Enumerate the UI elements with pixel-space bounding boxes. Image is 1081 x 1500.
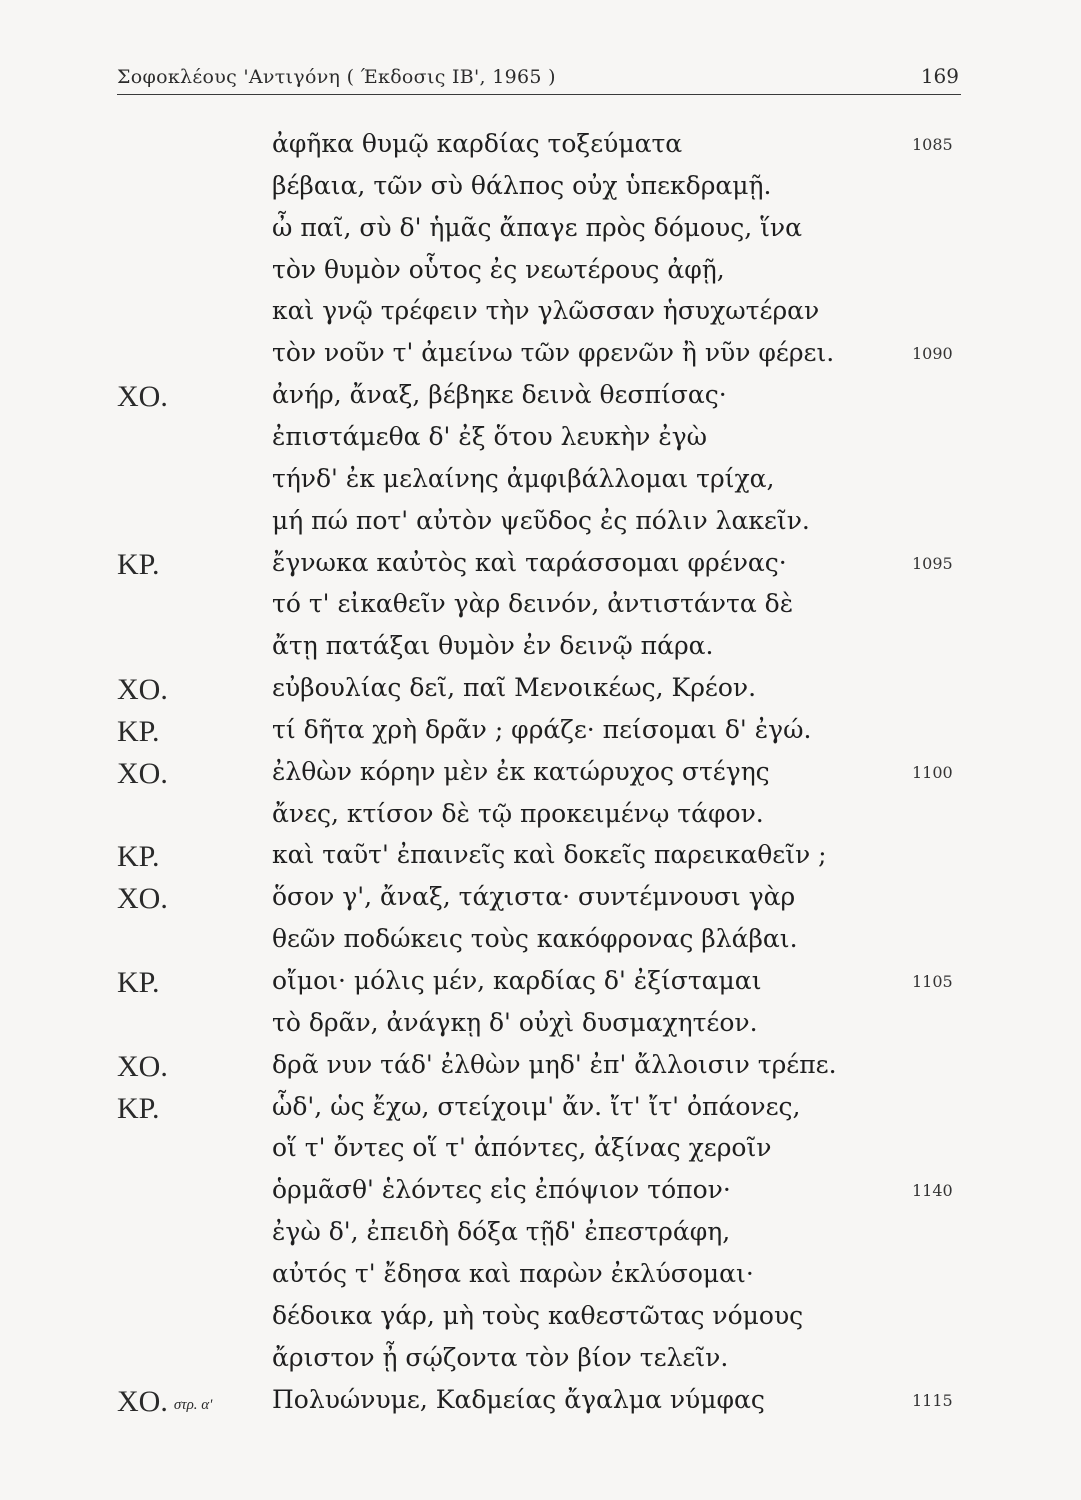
- line-number: 1095: [912, 553, 953, 573]
- speaker-label: [117, 924, 123, 958]
- speaker-name: ΧΟ.: [117, 380, 168, 414]
- verse-text: οἵ τ' ὄντες οἵ τ' ἀπόντες, ἀξίνας χεροῖν: [272, 1133, 772, 1163]
- page-header: [117, 62, 961, 95]
- speaker-label: [117, 464, 123, 498]
- line-number: 1090: [912, 344, 953, 364]
- speaker-label: [117, 589, 123, 623]
- verse-text: ἄριστον ᾖ σῴζοντα τὸν βίον τελεῖν.: [272, 1342, 729, 1372]
- speaker-name: ΧΟ.: [117, 882, 168, 916]
- speaker-label: [117, 422, 123, 456]
- verse-text: μή πώ ποτ' αὐτὸν ψεῦδος ἐς πόλιν λακεῖν.: [272, 505, 810, 535]
- running-title: Σοφοκλέους 'Αντιγόνη ( Έκδοσις ΙΒ', 1965 ): [117, 66, 556, 88]
- verse-line: [0, 966, 1081, 1006]
- line-number: 1085: [912, 135, 953, 154]
- verse-text: ὧδ', ὡς ἔχω, στείχοιμ' ἄν. ἴτ' ἴτ' ὀπάονες,: [272, 1091, 801, 1121]
- verse-text: τήνδ' ἐκ μελαίνης ἀμφιβάλλομαι τρίχα,: [272, 463, 775, 493]
- strophe-marker: στρ. α': [173, 1396, 213, 1413]
- verse-text: ἄτῃ πατάξαι θυμὸν ἐν δεινῷ πάρα.: [272, 631, 714, 661]
- verse-text: καὶ ταῦτ' ἐπαινεῖς καὶ δοκεῖς παρεικαθεῖν ;: [272, 840, 827, 870]
- verse-text: θεῶν ποδώκεις τοὺς κακόφρονας βλάβαι.: [272, 924, 798, 954]
- verse-line: [0, 506, 1081, 546]
- speaker-label: [117, 296, 123, 330]
- speaker-name: ΚΡ.: [117, 966, 160, 999]
- speaker-name: ΚΡ.: [117, 547, 160, 581]
- speaker-label: [117, 631, 123, 665]
- verse-text: οἴμοι· μόλις μέν, καρδίας δ' ἐξίσταμαι: [272, 966, 762, 995]
- line-number: 1140: [912, 1181, 953, 1201]
- speaker-label: [117, 1133, 123, 1167]
- speaker-label: [117, 715, 166, 749]
- line-number: 1115: [912, 1390, 953, 1410]
- speaker-label: [117, 338, 123, 372]
- verse-line: [0, 338, 1081, 378]
- verse-line: [0, 548, 1081, 588]
- verse-text: ὁρμᾶσθ' ἑλόντες εἰς ἐπόψιον τόπον·: [272, 1175, 731, 1205]
- speaker-label: [117, 1175, 123, 1209]
- speaker-label: [117, 171, 123, 205]
- verse-line: [0, 129, 1081, 169]
- line-number: 1105: [912, 972, 953, 991]
- verse-line: [0, 1092, 1081, 1132]
- verse-line: [0, 1385, 1081, 1425]
- verse-line: [0, 1008, 1081, 1048]
- verse-line: [0, 380, 1081, 420]
- verse-text: ἀφῆκα θυμῷ καρδίας τοξεύματα: [272, 129, 683, 158]
- speaker-label: [117, 840, 166, 874]
- speaker-name: ΧΟ.: [117, 756, 168, 790]
- speaker-label: [117, 673, 174, 707]
- verse-line: [0, 1301, 1081, 1341]
- verse-text: ὦ παῖ, σὺ δ' ἡμᾶς ἄπαγε πρὸς δόμους, ἵνα: [272, 212, 803, 242]
- verse-line: [0, 757, 1081, 797]
- speaker-name: ΧΟ.: [117, 1384, 168, 1418]
- verse-line: [0, 213, 1081, 253]
- verse-line: [0, 171, 1081, 211]
- verse-line: [0, 1175, 1081, 1215]
- verse-text: τὸ δρᾶν, ἀνάγκῃ δ' οὐχὶ δυσμαχητέον.: [272, 1007, 758, 1037]
- verse-line: [0, 631, 1081, 671]
- speaker-label: [117, 255, 123, 289]
- verse-line: [0, 1217, 1081, 1257]
- speaker-label: [117, 966, 166, 1000]
- speaker-label: [117, 882, 174, 916]
- verse-line: [0, 924, 1081, 964]
- verse-text: ἀνήρ, ἄναξ, βέβηκε δεινὰ θεσπίσας·: [272, 380, 727, 410]
- speaker-name: ΚΡ.: [117, 840, 160, 874]
- speaker-label: [117, 1259, 123, 1293]
- verse-line: [0, 464, 1081, 504]
- verse-text: τί δῆτα χρὴ δρᾶν ; φράζε· πείσομαι δ' ἐγώ.: [272, 714, 812, 744]
- speaker-label: [117, 1050, 174, 1084]
- verse-line: [0, 296, 1081, 336]
- verse-line: [0, 799, 1081, 839]
- verse-text: δρᾶ νυν τάδ' ἐλθὼν μηδ' ἐπ' ἄλλοισιν τρέπε.: [272, 1049, 837, 1079]
- speaker-label: [117, 1092, 166, 1126]
- line-number: 1100: [912, 762, 953, 782]
- speaker-label: [117, 1301, 123, 1335]
- speaker-label: [117, 1217, 123, 1251]
- speaker-label: [117, 506, 123, 540]
- verse-text: ἄνες, κτίσον δὲ τῷ προκειμένῳ τάφον.: [272, 798, 764, 828]
- verse-text: τὸν νοῦν τ' ἀμείνω τῶν φρενῶν ἢ νῦν φέρει.: [272, 338, 835, 368]
- speaker-label: [117, 799, 123, 833]
- speaker-label: [117, 380, 174, 414]
- speaker-label: [117, 1385, 212, 1419]
- verse-text: αὐτός τ' ἔδησα καὶ παρὼν ἐκλύσομαι·: [272, 1258, 754, 1288]
- verse-line: [0, 1259, 1081, 1299]
- verse-line: [0, 1050, 1081, 1090]
- verse-line: [0, 422, 1081, 462]
- speaker-label: [117, 1343, 123, 1377]
- verse-text: καὶ γνῷ τρέφειν τὴν γλῶσσαν ἡσυχωτέραν: [272, 296, 820, 326]
- verse-line: [0, 840, 1081, 880]
- page-number: 169: [920, 64, 959, 88]
- speaker-name: ΚΡ.: [117, 714, 160, 748]
- verse-text: ὅσον γ', ἄναξ, τάχιστα· συντέμνουσι γὰρ: [272, 882, 796, 912]
- verse-text: βέβαια, τῶν σὺ θάλπος οὐχ ὑπεκδραμῇ.: [272, 170, 772, 200]
- verse-text: δέδοικα γάρ, μὴ τοὺς καθεστῶτας νόμους: [272, 1300, 804, 1330]
- verse-text: τὸν θυμὸν οὗτος ἐς νεωτέρους ἀφῇ,: [272, 254, 725, 284]
- speaker-label: [117, 548, 166, 582]
- verse-line: [0, 715, 1081, 755]
- verse-text: ἐπιστάμεθα δ' ἐξ ὅτου λευκὴν ἐγὼ: [272, 421, 708, 451]
- speaker-name: ΧΟ.: [117, 673, 168, 707]
- verse-text: ἐλθὼν κόρην μὲν ἐκ κατώρυχος στέγης: [272, 756, 770, 786]
- speaker-label: [117, 129, 123, 163]
- verse-line: [0, 589, 1081, 629]
- speaker-label: [117, 213, 123, 247]
- verse-line: [0, 882, 1081, 922]
- verse-text: ἔγνωκα καὐτὸς καὶ ταράσσομαι φρένας·: [272, 547, 787, 577]
- verse-text: ἐγὼ δ', ἐπειδὴ δόξα τῇδ' ἐπεστράφη,: [272, 1217, 731, 1247]
- verse-text: Πολυώνυμε, Καδμείας ἄγαλμα νύμφας: [272, 1384, 765, 1414]
- speaker-label: [117, 757, 174, 791]
- verse-text: εὐβουλίας δεῖ, παῖ Μενοικέως, Κρέον.: [272, 673, 757, 703]
- speaker-name: ΧΟ.: [117, 1049, 168, 1083]
- verse-line: [0, 673, 1081, 713]
- verse-line: [0, 255, 1081, 295]
- verse-text: τό τ' εἰκαθεῖν γὰρ δεινόν, ἀντιστάντα δὲ: [272, 589, 794, 619]
- verse-line: [0, 1343, 1081, 1383]
- speaker-label: [117, 1008, 123, 1042]
- speaker-name: ΚΡ.: [117, 1091, 160, 1125]
- verse-line: [0, 1133, 1081, 1173]
